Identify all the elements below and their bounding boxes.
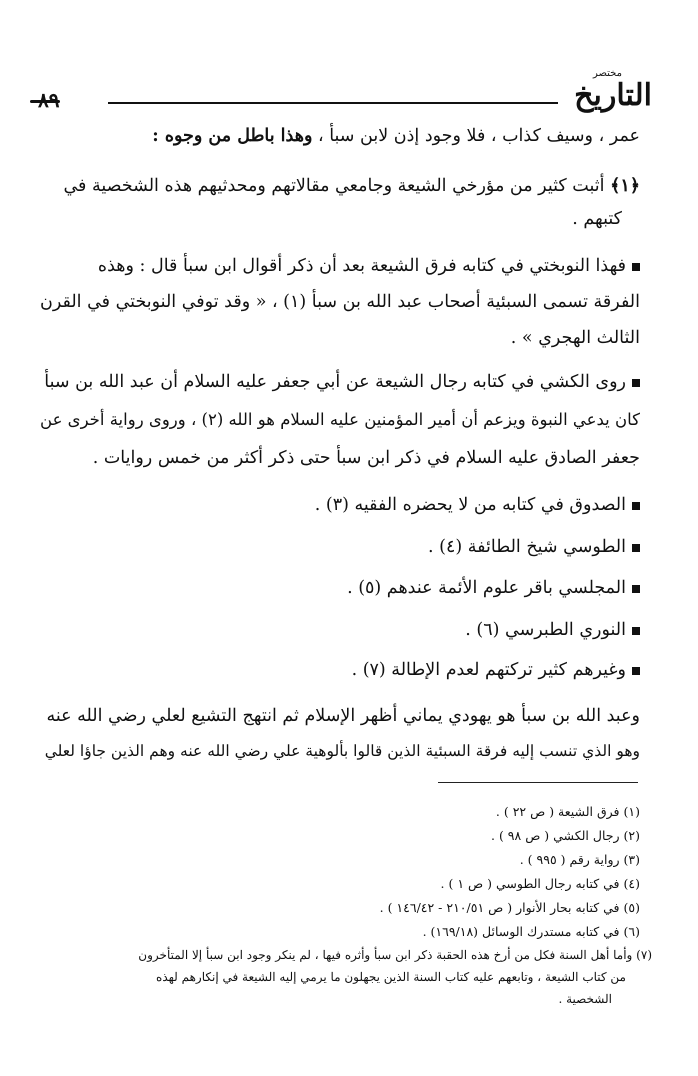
footnote: (٥) في كتابه بحار الأنوار ( ص ٢١٠/٥١ - ١٤٦/٤٢ ) .: [379, 900, 640, 915]
header-rule: [108, 102, 558, 104]
footnote: (٣) رواية رقم ( ٩٩٥ ) .: [519, 852, 640, 867]
bullet-icon: [632, 544, 640, 552]
text-line: وعبد الله بن سبأ هو يهودي يماني أظهر الإسلام ثم انتهج التشيع لعلي رضي الله عنه: [46, 706, 640, 726]
text-line: روى الكشي في كتابه رجال الشيعة عن أبي جعفر عليه السلام أن عبد الله بن سبأ: [44, 372, 640, 392]
footnote: (٢) رجال الكشي ( ص ٩٨ ) .: [491, 828, 640, 843]
logo-title: التاريخ: [574, 78, 652, 113]
footnote: (٦) في كتابه مستدرك الوسائل (١٦٩/١٨) .: [422, 924, 640, 939]
text-line: كان يدعي النبوة ويزعم أن أمير المؤمنين عليه السلام هو الله (٢) ، وروى رواية أخرى عن: [40, 410, 640, 429]
list-item: وغيرهم كثير تركتهم لعدم الإطالة (٧) .: [352, 660, 640, 680]
text-line: كتبهم .: [572, 209, 622, 229]
list-item: النوري الطبرسي (٦) .: [465, 620, 640, 640]
footnote: (٤) في كتابه رجال الطوسي ( ص ١ ) .: [440, 876, 640, 891]
bullet-icon: [632, 379, 640, 387]
page-number: ٨٩: [38, 88, 60, 112]
bullet-icon: [632, 263, 640, 271]
text-line: فهذا النوبختي في كتابه فرق الشيعة بعد أن ذكر أقوال ابن سبأ قال : وهذه: [98, 256, 640, 276]
footnote: (٧) وأما أهل السنة فكل من أرخ هذه الحقبة ذكر ابن سبأ وأثره فيها ، لم ينكر وجود ابن سبأ إلا المتأخرون: [138, 948, 652, 962]
list-item: الطوسي شيخ الطائفة (٤) .: [428, 537, 640, 557]
text-line: ﴿١﴾ أثبت كثير من مؤرخي الشيعة وجامعي مقالاتهم ومحدثيهم هذه الشخصية في: [63, 176, 640, 196]
bullet-icon: [632, 585, 640, 593]
text-line: الثالث الهجري » .: [510, 328, 640, 348]
list-item: الصدوق في كتابه من لا يحضره الفقيه (٣) .: [315, 495, 640, 515]
text-line: الفرقة تسمى السبئية أصحاب عبد الله بن سبأ (١) ، « وقد توفي النوبختي في القرن: [39, 292, 640, 312]
bullet-icon: [632, 667, 640, 675]
footnote: الشخصية .: [558, 992, 612, 1006]
footnote: (١) فرق الشيعة ( ص ٢٢ ) .: [495, 804, 640, 819]
text-line: وهو الذي تنسب إليه فرقة السبئية الذين قالوا بألوهية علي رضي الله عنه وهم الذين جاؤا لعلي: [44, 742, 640, 760]
running-header: [30, 58, 660, 118]
list-item: المجلسي باقر علوم الأئمة عندهم (٥) .: [347, 578, 640, 598]
bullet-icon: [632, 627, 640, 635]
text-line: عمر ، وسيف كذاب ، فلا وجود إذن لابن سبأ ، وهذا باطل من وجوه :: [152, 126, 640, 146]
footnote-separator: [438, 782, 638, 783]
text-line: جعفر الصادق عليه السلام في ذكر ابن سبأ حتى ذكر أكثر من خمس روايات .: [92, 448, 640, 468]
book-title-logo: [550, 68, 660, 118]
footnote: من كتاب الشيعة ، وتابعهم عليه كتاب السنة الذين يجهلون ما يرمي إليه الشيعة في إنكارهم لهذه: [156, 970, 626, 984]
logo-subtitle: مختصر: [592, 68, 622, 79]
bullet-icon: [632, 502, 640, 510]
